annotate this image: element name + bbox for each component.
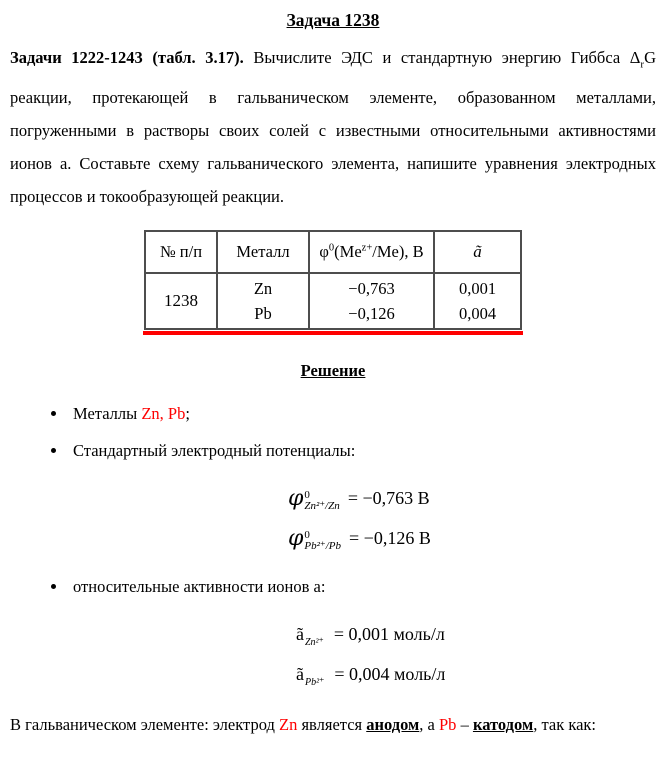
phi-subscript: Pb²⁺/Pb: [304, 540, 342, 553]
conclusion-cathode: катодом: [472, 715, 534, 735]
bullet-potentials: [68, 440, 656, 462]
phi-supsub: [304, 530, 341, 552]
metal-pb: Pb: [254, 304, 272, 324]
conclusion-seg2: является: [297, 715, 367, 735]
header-potential: [309, 231, 434, 273]
formula-value: = 0,001 моль/л: [333, 623, 445, 644]
table-header-row: [145, 231, 521, 273]
formula-activity-zn: [296, 614, 656, 654]
activities-label: относительные активности ионов a:: [73, 577, 326, 597]
gibbs-subscript: r: [640, 58, 645, 71]
activity-pb: 0,004: [458, 304, 497, 324]
potential-pb: −0,126: [348, 304, 395, 324]
formula-activity-pb: [296, 654, 656, 694]
problem-data-table: [144, 230, 522, 330]
header-number: № п/п: [145, 231, 217, 273]
phi-superscript: 0: [304, 489, 310, 502]
cell-metals: [217, 273, 309, 329]
metal-zn: Zn: [253, 279, 273, 299]
phi-mid: (Me: [334, 242, 362, 262]
formula-value: = −0,763 В: [347, 487, 430, 508]
phi-sup: 0: [328, 242, 335, 254]
conclusion-anode: анодом: [366, 715, 420, 735]
header-activity: ã: [434, 231, 521, 273]
activity-formulas: [296, 614, 656, 694]
phi-subscript: Zn²⁺/Zn: [304, 500, 340, 513]
table-data-row: [145, 273, 521, 329]
formula-potential-pb: [288, 518, 656, 558]
bullet-activities: [68, 576, 656, 598]
formula-potential-zn: [288, 478, 656, 518]
cell-activities: [434, 273, 521, 329]
a-subscript: Zn²⁺: [305, 636, 324, 648]
activity-zn: 0,001: [458, 279, 497, 299]
cell-number: 1238: [145, 273, 217, 329]
problem-statement: [10, 41, 656, 213]
a-tilde-symbol: ã: [296, 663, 304, 684]
phi-tail: /Me), В: [372, 242, 424, 262]
metals-tail: ;: [185, 404, 190, 424]
problem-text-a: Вычислите ЭДС и стандартную энергию Гиббса Δ: [243, 48, 641, 67]
metals-label: Металлы: [73, 404, 142, 424]
phi-symbol: φ: [319, 242, 329, 262]
solution-bullet-list: [10, 403, 656, 462]
phi-superscript: 0: [304, 529, 310, 542]
conclusion-pb: Pb: [439, 715, 457, 735]
problem-text-b: G реакции, протекающей в гальваническом элементе, образованном металлами, погруженными в растворы своих солей с известными относительными активностями ионов a. Составьте схему гальванического элемента, напишите уравнения электродных процессов и токообразующей реакции.: [10, 48, 656, 207]
page-title: Задача 1238: [286, 10, 380, 30]
cell-potentials: [309, 273, 434, 329]
metals-values: Zn, Pb: [141, 404, 186, 424]
conclusion-paragraph: [10, 707, 656, 742]
phi-symbol: φ: [288, 525, 304, 551]
potential-formulas: [288, 478, 656, 558]
a-tilde-symbol: ã: [296, 623, 304, 644]
bullet-metals: [68, 403, 656, 425]
red-divider-line: [143, 331, 523, 335]
conclusion-seg1: В гальваническом элементе: электрод: [10, 715, 279, 735]
potential-zn: −0,763: [348, 279, 395, 299]
potentials-label: Стандартный электродный потенциалы:: [73, 441, 356, 461]
header-metal: Металл: [217, 231, 309, 273]
formula-value: = −0,126 В: [349, 527, 431, 548]
a-subscript: Pb²⁺: [305, 676, 325, 688]
conclusion-seg3: , а: [419, 715, 439, 735]
conclusion-seg4: –: [456, 715, 473, 735]
phi-charge-sup: z+: [361, 242, 373, 254]
activities-bullet-list: [10, 576, 656, 598]
solution-heading: Решение: [300, 361, 366, 381]
conclusion-seg5: , так как:: [533, 715, 597, 735]
problem-range-label: Задачи 1222-1243 (табл. 3.17).: [10, 48, 244, 67]
phi-supsub: [304, 490, 339, 512]
phi-symbol: φ: [288, 485, 304, 511]
formula-value: = 0,004 моль/л: [334, 663, 446, 684]
conclusion-zn: Zn: [279, 715, 298, 735]
